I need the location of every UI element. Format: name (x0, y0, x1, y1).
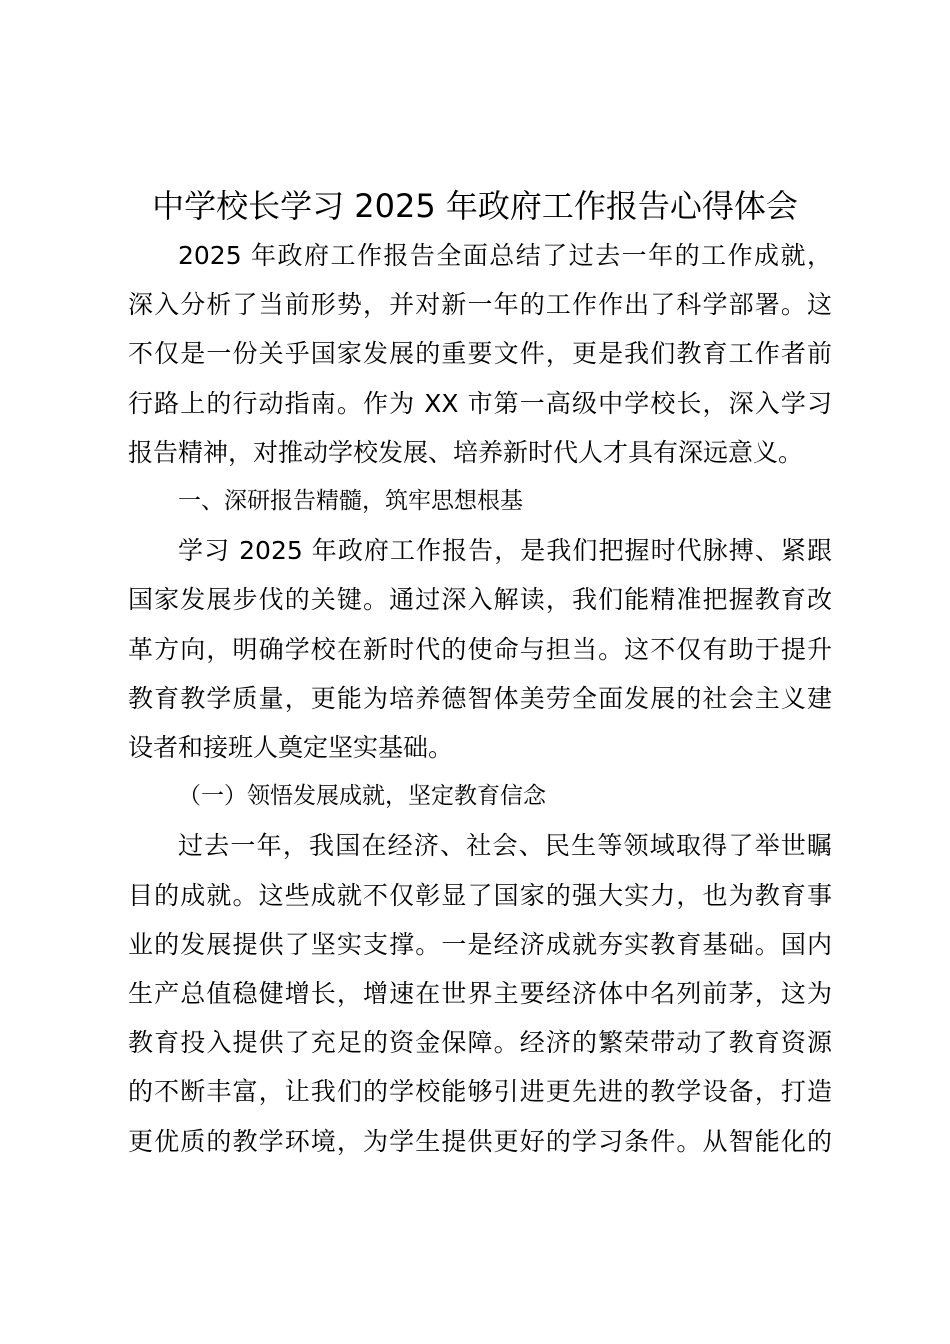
document-title: 中学校长学习 2025 年政府工作报告心得体会 (152, 187, 798, 225)
document-body (128, 231, 832, 1166)
text-line: 革方向，明确学校在新时代的使命与担当。这不仅有助于提升 (128, 634, 832, 664)
text-line: 教育教学质量，更能为培养德智体美劳全面发展的社会主义建 (128, 683, 832, 713)
text-line: 2025 年政府工作报告全面总结了过去一年的工作成就， (178, 241, 832, 270)
text-line: 教育投入提供了充足的资金保障。经济的繁荣带动了教育资源 (128, 1028, 832, 1058)
subsection-heading-1: （一）领悟发展成就，坚定教育信念 (178, 783, 546, 810)
text-line: 设者和接班人奠定坚实基础。 (128, 733, 454, 763)
text-line: 报告精神，对推动学校发展、培养新时代人才具有深远意义。 (128, 437, 804, 467)
text-line: 过去一年，我国在经济、社会、民生等领域取得了举世瞩 (178, 831, 832, 861)
text-line: 业的发展提供了坚实支撑。一是经济成就夯实教育基础。国内 (128, 929, 832, 959)
paragraph-subsection-1 (128, 821, 832, 1165)
text-line: 行路上的行动指南。作为 XX 市第一高级中学校长，深入学习 (128, 388, 832, 418)
paragraph-section-1 (128, 526, 832, 772)
text-line: 不仅是一份关乎国家发展的重要文件，更是我们教育工作者前 (128, 339, 832, 369)
text-line: 更优质的教学环境，为学生提供更好的学习条件。从智能化的 (128, 1126, 832, 1156)
section-heading-1: 一、深研报告精髓，筑牢思想根基 (178, 488, 523, 515)
paragraph-intro (128, 231, 832, 477)
text-line: 目的成就。这些成就不仅彰显了国家的强大实力，也为教育事 (128, 880, 832, 910)
text-line: 的不断丰富，让我们的学校能够引进更先进的教学设备，打造 (128, 1077, 832, 1107)
text-line: 学习 2025 年政府工作报告，是我们把握时代脉搏、紧跟 (178, 536, 832, 566)
text-line: 生产总值稳健增长，增速在世界主要经济体中名列前茅，这为 (128, 979, 832, 1009)
text-line: 国家发展步伐的关键。通过深入解读，我们能精准把握教育改 (128, 585, 832, 615)
text-line: 深入分析了当前形势，并对新一年的工作作出了科学部署。这 (128, 290, 832, 320)
